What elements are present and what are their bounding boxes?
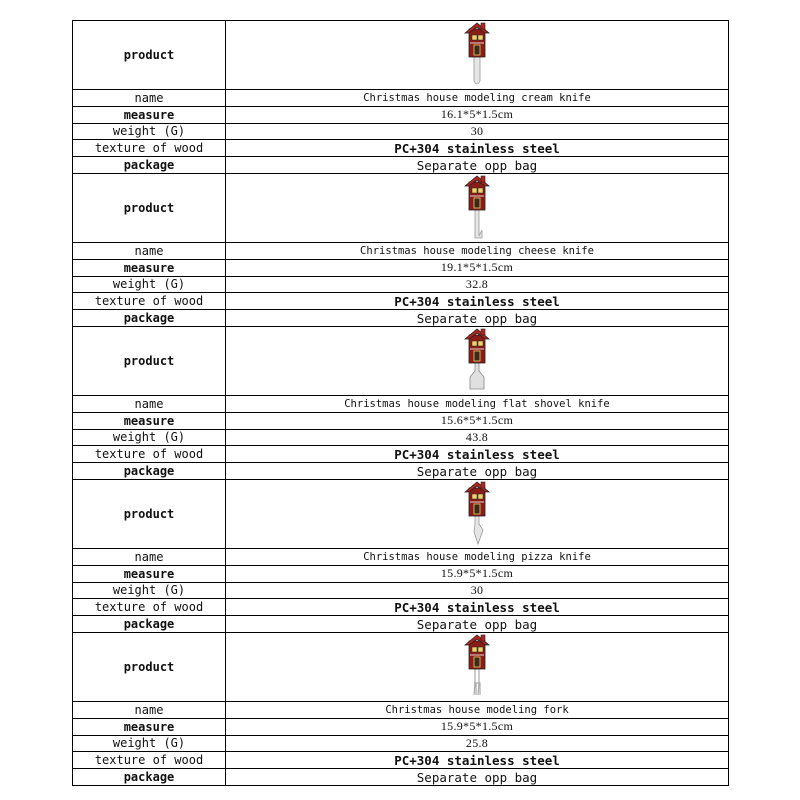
weight-label: weight (G) (73, 276, 226, 293)
measure-value: 15.6*5*1.5cm (226, 412, 729, 429)
package-label: package (73, 157, 226, 174)
name-label: name (73, 242, 226, 259)
texture-row (73, 446, 729, 463)
product-image-cell (226, 632, 729, 701)
measure-row (73, 106, 729, 123)
package-label: package (73, 463, 226, 480)
package-label: package (73, 769, 226, 786)
package-row (73, 463, 729, 480)
product-image-row (73, 173, 729, 242)
texture-row (73, 293, 729, 310)
measure-label: measure (73, 259, 226, 276)
flat-shovel-knife-icon (461, 327, 493, 395)
measure-value: 19.1*5*1.5cm (226, 259, 729, 276)
weight-row (73, 735, 729, 752)
name-value: Christmas house modeling cheese knife (226, 242, 729, 259)
weight-value: 43.8 (226, 429, 729, 446)
name-row (73, 90, 729, 107)
name-value: Christmas house modeling cream knife (226, 90, 729, 107)
texture-label: texture of wood (73, 293, 226, 310)
measure-value: 15.9*5*1.5cm (226, 718, 729, 735)
package-value: Separate opp bag (226, 310, 729, 327)
package-row (73, 616, 729, 633)
measure-row (73, 259, 729, 276)
weight-label: weight (G) (73, 582, 226, 599)
package-value: Separate opp bag (226, 157, 729, 174)
texture-row (73, 140, 729, 157)
texture-value: PC+304 stainless steel (226, 752, 729, 769)
name-row (73, 548, 729, 565)
weight-value: 30 (226, 123, 729, 140)
package-label: package (73, 616, 226, 633)
name-label: name (73, 395, 226, 412)
name-label: name (73, 701, 226, 718)
texture-label: texture of wood (73, 752, 226, 769)
product-image-row (73, 479, 729, 548)
texture-value: PC+304 stainless steel (226, 446, 729, 463)
spec-table-body (73, 21, 729, 786)
measure-value: 15.9*5*1.5cm (226, 565, 729, 582)
texture-value: PC+304 stainless steel (226, 599, 729, 616)
weight-label: weight (G) (73, 735, 226, 752)
product-label: product (73, 479, 226, 548)
weight-value: 32.8 (226, 276, 729, 293)
product-image-cell (226, 173, 729, 242)
name-value: Christmas house modeling pizza knife (226, 548, 729, 565)
product-label: product (73, 21, 226, 90)
name-row (73, 395, 729, 412)
weight-value: 25.8 (226, 735, 729, 752)
package-value: Separate opp bag (226, 463, 729, 480)
measure-value: 16.1*5*1.5cm (226, 106, 729, 123)
texture-label: texture of wood (73, 140, 226, 157)
spec-table (72, 20, 729, 786)
fork-icon (461, 633, 493, 701)
name-row (73, 701, 729, 718)
texture-row (73, 752, 729, 769)
weight-value: 30 (226, 582, 729, 599)
product-label: product (73, 173, 226, 242)
product-label: product (73, 326, 226, 395)
cheese-knife-icon (461, 174, 493, 242)
measure-row (73, 412, 729, 429)
product-image-cell (226, 326, 729, 395)
texture-row (73, 599, 729, 616)
package-row (73, 157, 729, 174)
cream-knife-icon (461, 21, 493, 89)
weight-label: weight (G) (73, 123, 226, 140)
product-label: product (73, 632, 226, 701)
weight-label: weight (G) (73, 429, 226, 446)
texture-value: PC+304 stainless steel (226, 293, 729, 310)
weight-row (73, 123, 729, 140)
name-value: Christmas house modeling fork (226, 701, 729, 718)
texture-label: texture of wood (73, 446, 226, 463)
texture-value: PC+304 stainless steel (226, 140, 729, 157)
product-image-row (73, 326, 729, 395)
name-label: name (73, 548, 226, 565)
name-label: name (73, 90, 226, 107)
weight-row (73, 429, 729, 446)
weight-row (73, 582, 729, 599)
name-value: Christmas house modeling flat shovel knife (226, 395, 729, 412)
package-label: package (73, 310, 226, 327)
package-value: Separate opp bag (226, 769, 729, 786)
package-value: Separate opp bag (226, 616, 729, 633)
package-row (73, 769, 729, 786)
product-image-row (73, 21, 729, 90)
package-row (73, 310, 729, 327)
measure-row (73, 718, 729, 735)
measure-label: measure (73, 565, 226, 582)
product-image-cell (226, 479, 729, 548)
pizza-knife-icon (461, 480, 493, 548)
texture-label: texture of wood (73, 599, 226, 616)
product-image-cell (226, 21, 729, 90)
weight-row (73, 276, 729, 293)
name-row (73, 242, 729, 259)
measure-row (73, 565, 729, 582)
measure-label: measure (73, 718, 226, 735)
measure-label: measure (73, 106, 226, 123)
measure-label: measure (73, 412, 226, 429)
product-image-row (73, 632, 729, 701)
